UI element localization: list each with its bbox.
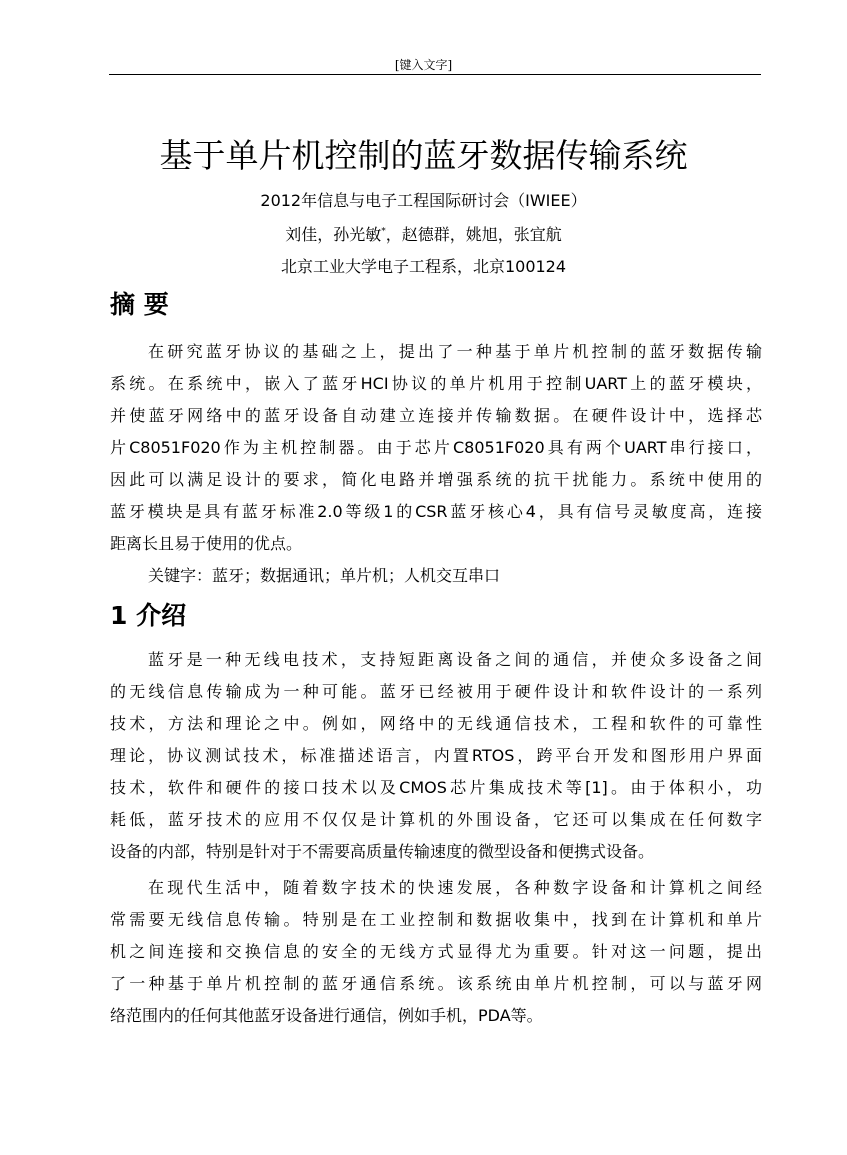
abstract-paragraph: [110, 336, 762, 560]
paragraph-line: 机之间连接和交换信息的安全的无线方式显得尤为重要。针对这一问题，提出: [110, 942, 762, 961]
affiliation-line: 北京工业大学电子工程系，北京100124: [280, 257, 567, 276]
paragraph-line: 常需要无线信息传输。特别是在工业控制和数据收集中，找到在计算机和单片: [110, 910, 762, 929]
paragraph-line: 设备的内部，特别是针对于不需要高质量传输速度的微型设备和便携式设备。: [110, 842, 655, 861]
paragraph-line: 片C8051F020作为主机控制器。由于芯片C8051F020具有两个UART串行接口，: [110, 438, 762, 457]
paragraph-line: 理论，协议测试技术，标准描述语言，内置RTOS，跨平台开发和图形用户界面: [110, 746, 762, 765]
paragraph-line: 技术，软件和硬件的接口技术以及CMOS芯片集成技术等[1]。由于体积小，功: [110, 778, 762, 797]
paper-title: 基于单片机控制的蓝牙数据传输系统: [159, 136, 688, 175]
paragraph-line: 的无线信息传输成为一种可能。蓝牙已经被用于硬件设计和软件设计的一系列: [110, 682, 762, 701]
header-divider: [109, 74, 761, 75]
paragraph-line: 并使蓝牙网络中的蓝牙设备自动建立连接并传输数据。在硬件设计中，选择芯: [110, 406, 762, 425]
conference-line: 2012年信息与电子工程国际研讨会（IWIEE）: [260, 191, 587, 210]
abstract-heading: 摘 要: [110, 290, 169, 319]
paragraph-line: 络范围内的任何其他蓝牙设备进行通信，例如手机，PDA等。: [110, 1006, 543, 1025]
paragraph-line: 距离长且易于使用的优点。: [110, 534, 303, 553]
paragraph-line: 蓝牙模块是具有蓝牙标准2.0等级1的CSR蓝牙核心4，具有信号灵敏度高，连接: [110, 502, 762, 521]
paragraph-line: 在现代生活中，随着数字技术的快速发展，各种数字设备和计算机之间经: [148, 878, 762, 897]
paragraph-line: 蓝牙是一种无线电技术，支持短距离设备之间的通信，并使众多设备之间: [148, 650, 762, 669]
paragraph-line: 系统。在系统中，嵌入了蓝牙HCI协议的单片机用于控制UART上的蓝牙模块，: [110, 374, 762, 393]
paragraph-line: 在研究蓝牙协议的基础之上，提出了一种基于单片机控制的蓝牙数据传输: [148, 342, 762, 361]
paragraph-line: 了一种基于单片机控制的蓝牙通信系统。该系统由单片机控制，可以与蓝牙网: [110, 974, 762, 993]
authors-before: 刘佳，孙光敏: [285, 225, 382, 244]
paragraph-line: 因此可以满足设计的要求，简化电路并增强系统的抗干扰能力。系统中使用的: [110, 470, 762, 489]
corresponding-author-mark: *: [381, 226, 386, 237]
keywords-line: 关键字：蓝牙；数据通讯；单片机；人机交互串口: [148, 566, 501, 585]
intro-paragraph-1: [110, 644, 762, 868]
header-placeholder[interactable]: [键入文字]: [394, 58, 453, 72]
intro-paragraph-2: [110, 872, 762, 1032]
author-line: [0, 224, 847, 246]
intro-heading: 1 介绍: [110, 601, 187, 630]
paragraph-line: 技术，方法和理论之中。例如，网络中的无线通信技术，工程和软件的可靠性: [110, 714, 762, 733]
paragraph-line: 耗低，蓝牙技术的应用不仅仅是计算机的外围设备，它还可以集成在任何数字: [110, 810, 762, 829]
authors-after: ，赵德群，姚旭，张宜航: [385, 225, 562, 244]
